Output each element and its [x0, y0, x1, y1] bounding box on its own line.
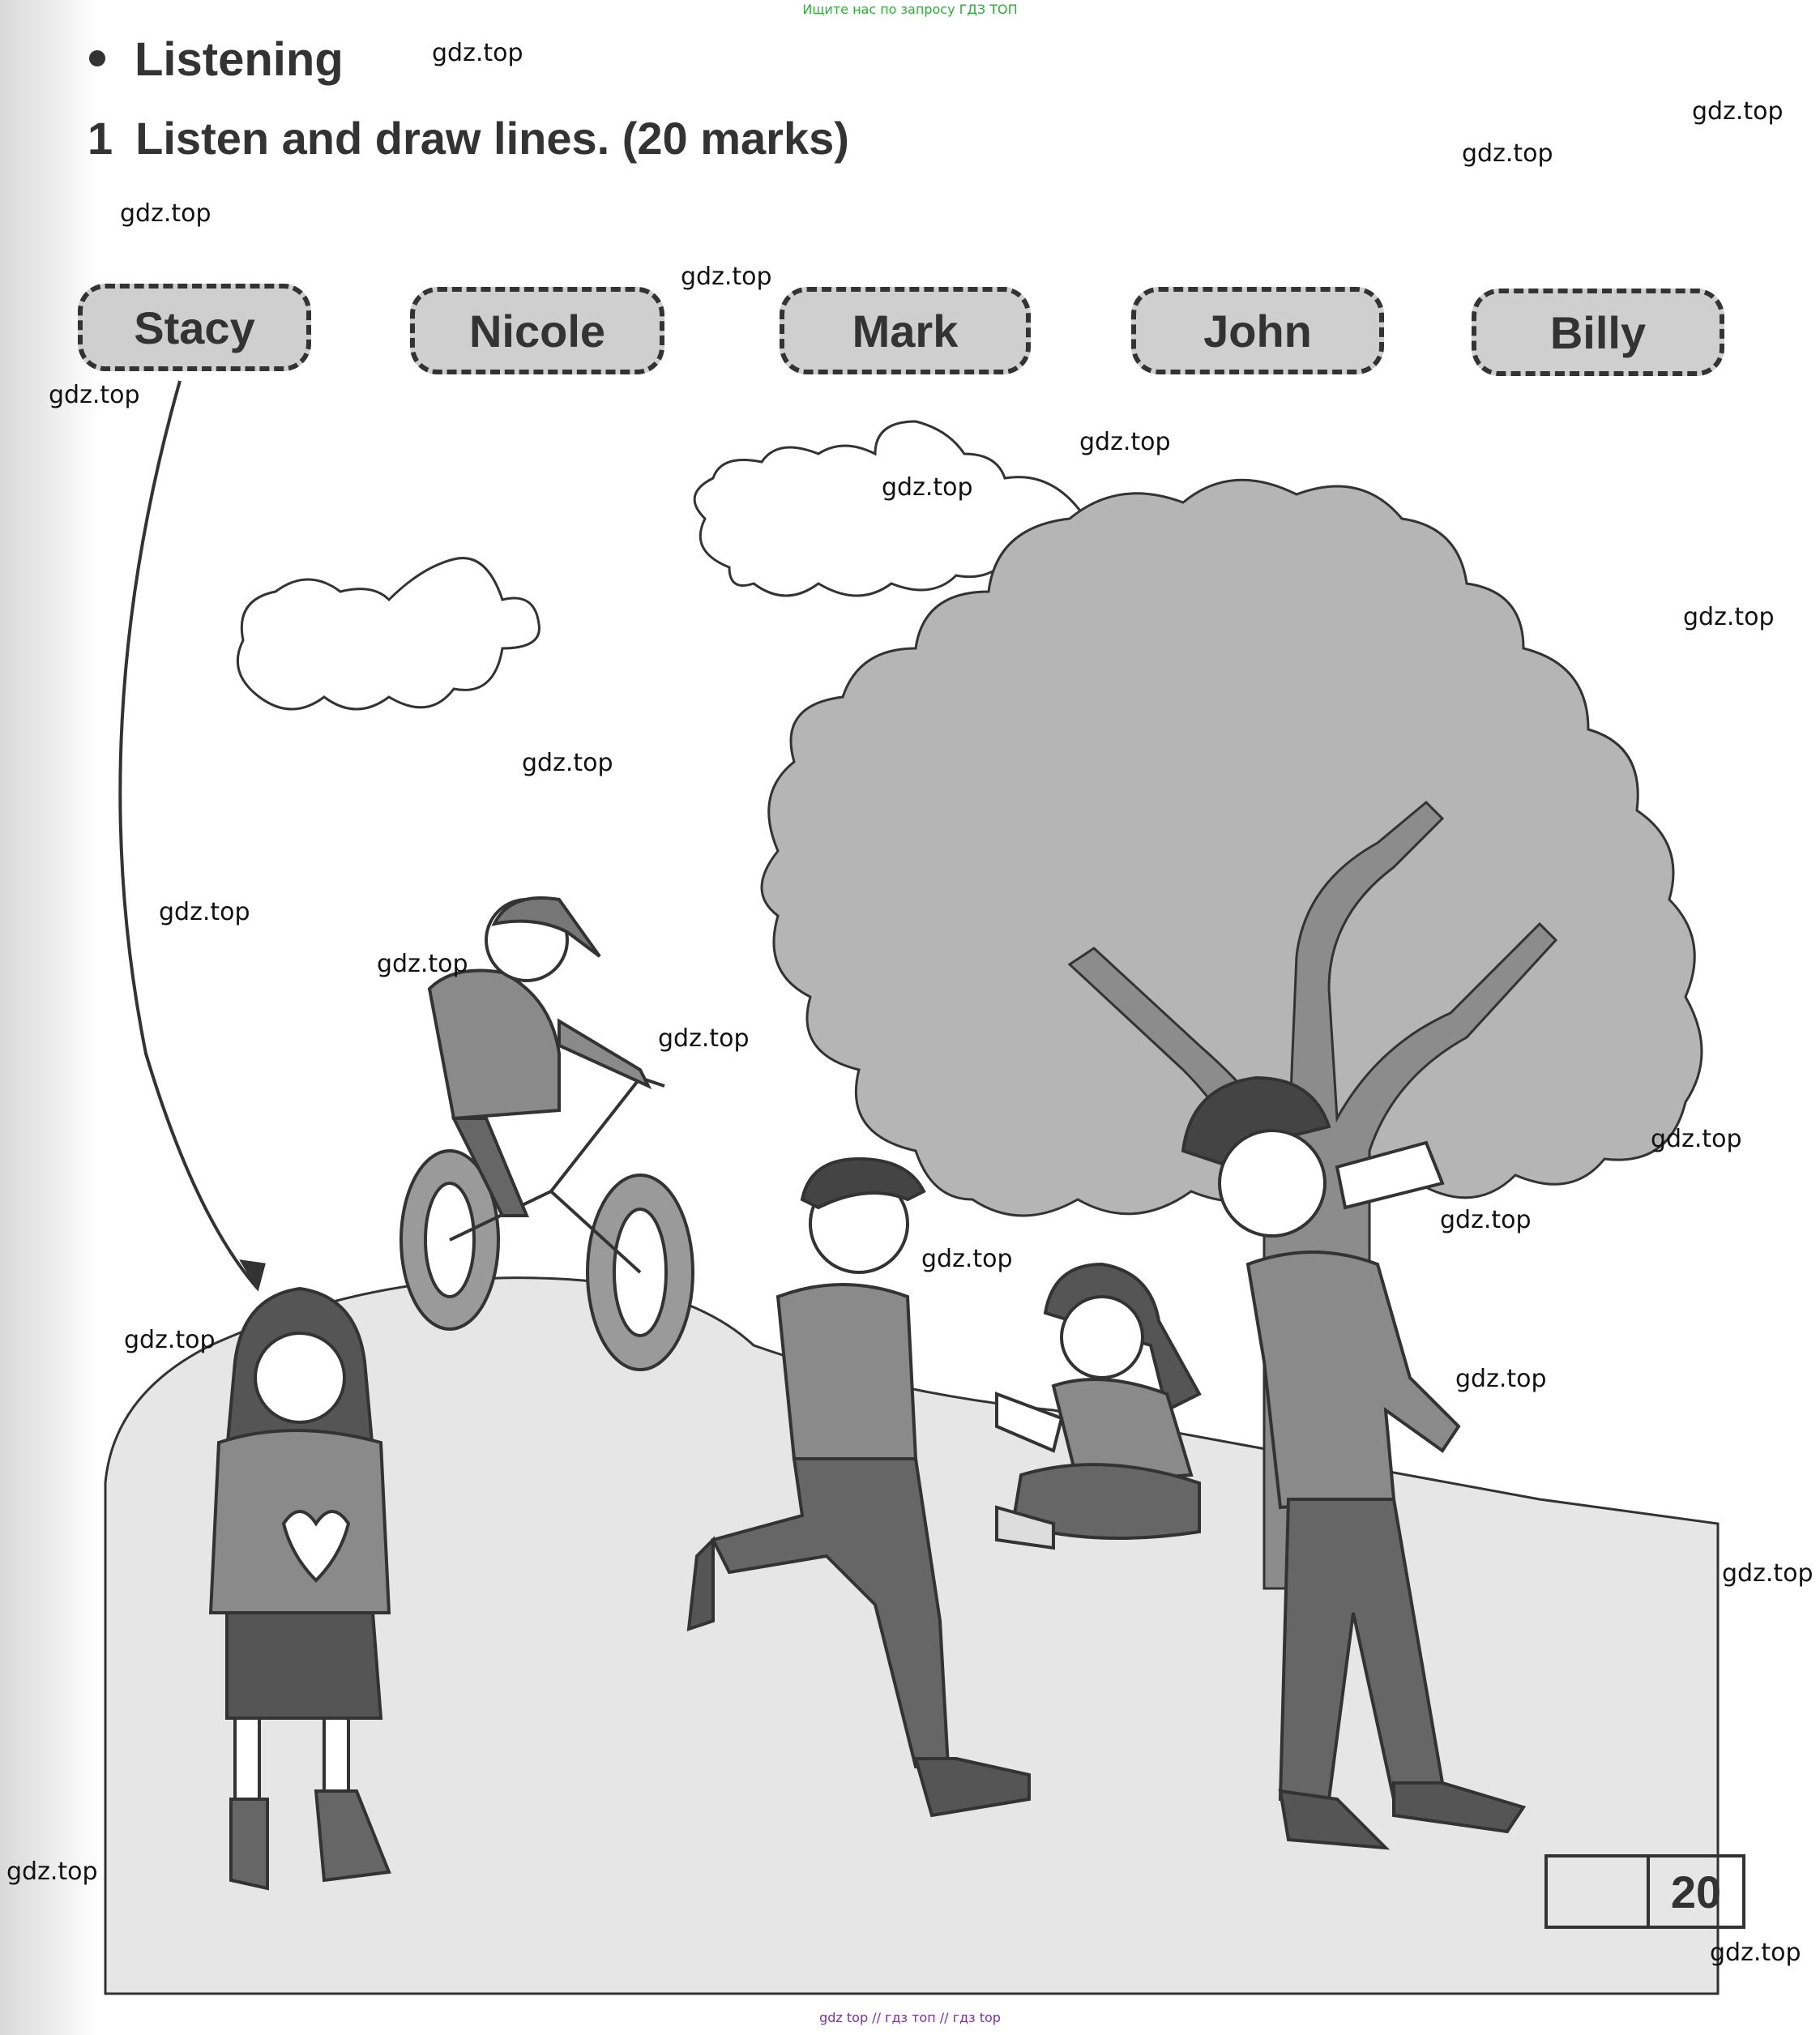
watermark: gdz.top — [1692, 97, 1784, 126]
watermark: gdz.top — [522, 749, 613, 777]
watermark: gdz.top — [432, 39, 523, 67]
watermark: gdz.top — [6, 1858, 98, 1886]
name-box-billy[interactable]: Billy — [1472, 289, 1724, 376]
score-box — [1544, 1854, 1745, 1929]
watermark: gdz.top — [1722, 1559, 1814, 1588]
watermark: gdz.top — [1651, 1125, 1742, 1153]
header-note: Ищите нас по запросу ГДЗ ТОП — [802, 2, 1018, 17]
watermark: gdz.top — [921, 1245, 1013, 1273]
name-box-stacy[interactable]: Stacy — [78, 284, 311, 371]
watermark: gdz.top — [377, 950, 468, 978]
watermark: gdz.top — [1710, 1939, 1801, 1967]
footer-note: gdz top // гдз топ // гдз top — [819, 2010, 1001, 2025]
watermark: gdz.top — [124, 1326, 216, 1354]
watermark: gdz.top — [681, 263, 772, 291]
section-title-text: Listening — [135, 33, 344, 86]
watermark: gdz.top — [49, 381, 140, 409]
score-total: 20 — [1670, 1866, 1722, 1917]
score-input[interactable] — [1548, 1858, 1650, 1926]
watermark: gdz.top — [1462, 139, 1553, 168]
reading-girl-icon — [997, 1264, 1199, 1548]
watermark: gdz.top — [120, 199, 211, 228]
watermark: gdz.top — [658, 1024, 750, 1053]
name-box-john[interactable]: John — [1131, 287, 1384, 374]
watermark: gdz.top — [1079, 428, 1171, 456]
watermark: gdz.top — [159, 898, 250, 926]
watermark: gdz.top — [1440, 1206, 1532, 1234]
watermark: gdz.top — [882, 473, 973, 502]
name-box-nicole[interactable]: Nicole — [410, 287, 664, 374]
task-text: Listen and draw lines. (20 marks) — [135, 113, 849, 164]
answer-line — [120, 381, 258, 1289]
watermark: gdz.top — [1455, 1365, 1547, 1393]
name-box-mark[interactable]: Mark — [780, 287, 1031, 374]
watermark: gdz.top — [1683, 603, 1775, 631]
task-number: 1 — [88, 113, 113, 164]
